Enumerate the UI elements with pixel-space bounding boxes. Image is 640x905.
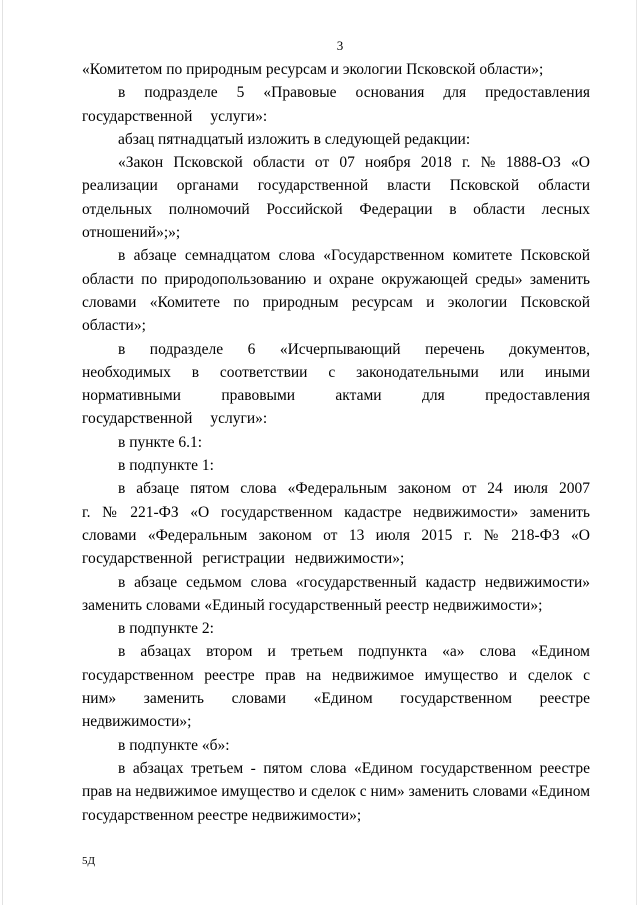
paragraph-12: в абзацах втором и третьем подпункта «а» слова «Едином государственном реестре прав на недвижимое имущество и сделок с ним» заменить словами «Едином государственном реестре недвижимости»; bbox=[82, 643, 590, 731]
paragraph-14: в абзацах третьем - пятом слова «Едином государственном реестре прав на недвижимое имущество и сделок с ним» заменить словами «Едином государственном реестре недвижимости»; bbox=[82, 759, 590, 824]
paragraph-6: в подразделе 6 «Исчерпывающий перечень документов, необходимых в соответствии с законодательными или иными нормативными правовыми актами для предоставления государственной услуги»: bbox=[82, 340, 590, 428]
paragraph-2: в подразделе 5 «Правовые основания для предоставления государственной услуги»: bbox=[82, 84, 590, 125]
paragraph-10: в абзаце седьмом слова «государственный кадастр недвижимости» заменить словами «Единый государственный реестр недвижимости»; bbox=[82, 573, 590, 614]
paragraph-4: «Закон Псковской области от 07 ноября 2018 г. № 1888-ОЗ «О реализации органами государственной власти Псковской области отдельных полномочий Российской Федерации в области лесных отношений»;»; bbox=[82, 154, 590, 242]
paragraph-13: в подпункте «б»: bbox=[118, 736, 230, 754]
paragraph-5: в абзаце семнадцатом слова «Государственном комитете Псковской области по природопользованию и охране окружающей среды» заменить словами «Комитете по природным ресурсам и экологии Псковской области»; bbox=[82, 247, 590, 335]
document-body bbox=[82, 58, 590, 827]
paragraph-11: в подпункте 2: bbox=[118, 620, 214, 638]
page-edge-left bbox=[2, 0, 3, 905]
paragraph-8: в подпункте 1: bbox=[118, 457, 214, 475]
paragraph-7: в пункте 6.1: bbox=[118, 433, 203, 451]
page-edge-right bbox=[636, 0, 637, 905]
paragraph-9: в абзаце пятом слова «Федеральным законом от 24 июля 2007 г. № 221-ФЗ «О государственном кадастре недвижимости» заменить словами «Федеральным законом от 13 июля 2015 г. № 218-ФЗ «О государственной регистрации недвижимости»; bbox=[82, 480, 590, 568]
footer-code: 5Д bbox=[82, 855, 96, 867]
paragraph-1: «Комитетом по природным ресурсам и экологии Псковской области»; bbox=[82, 61, 544, 78]
paragraph-3: абзац пятнадцатый изложить в следующей редакции: bbox=[118, 130, 471, 148]
page-number: 3 bbox=[336, 38, 344, 53]
